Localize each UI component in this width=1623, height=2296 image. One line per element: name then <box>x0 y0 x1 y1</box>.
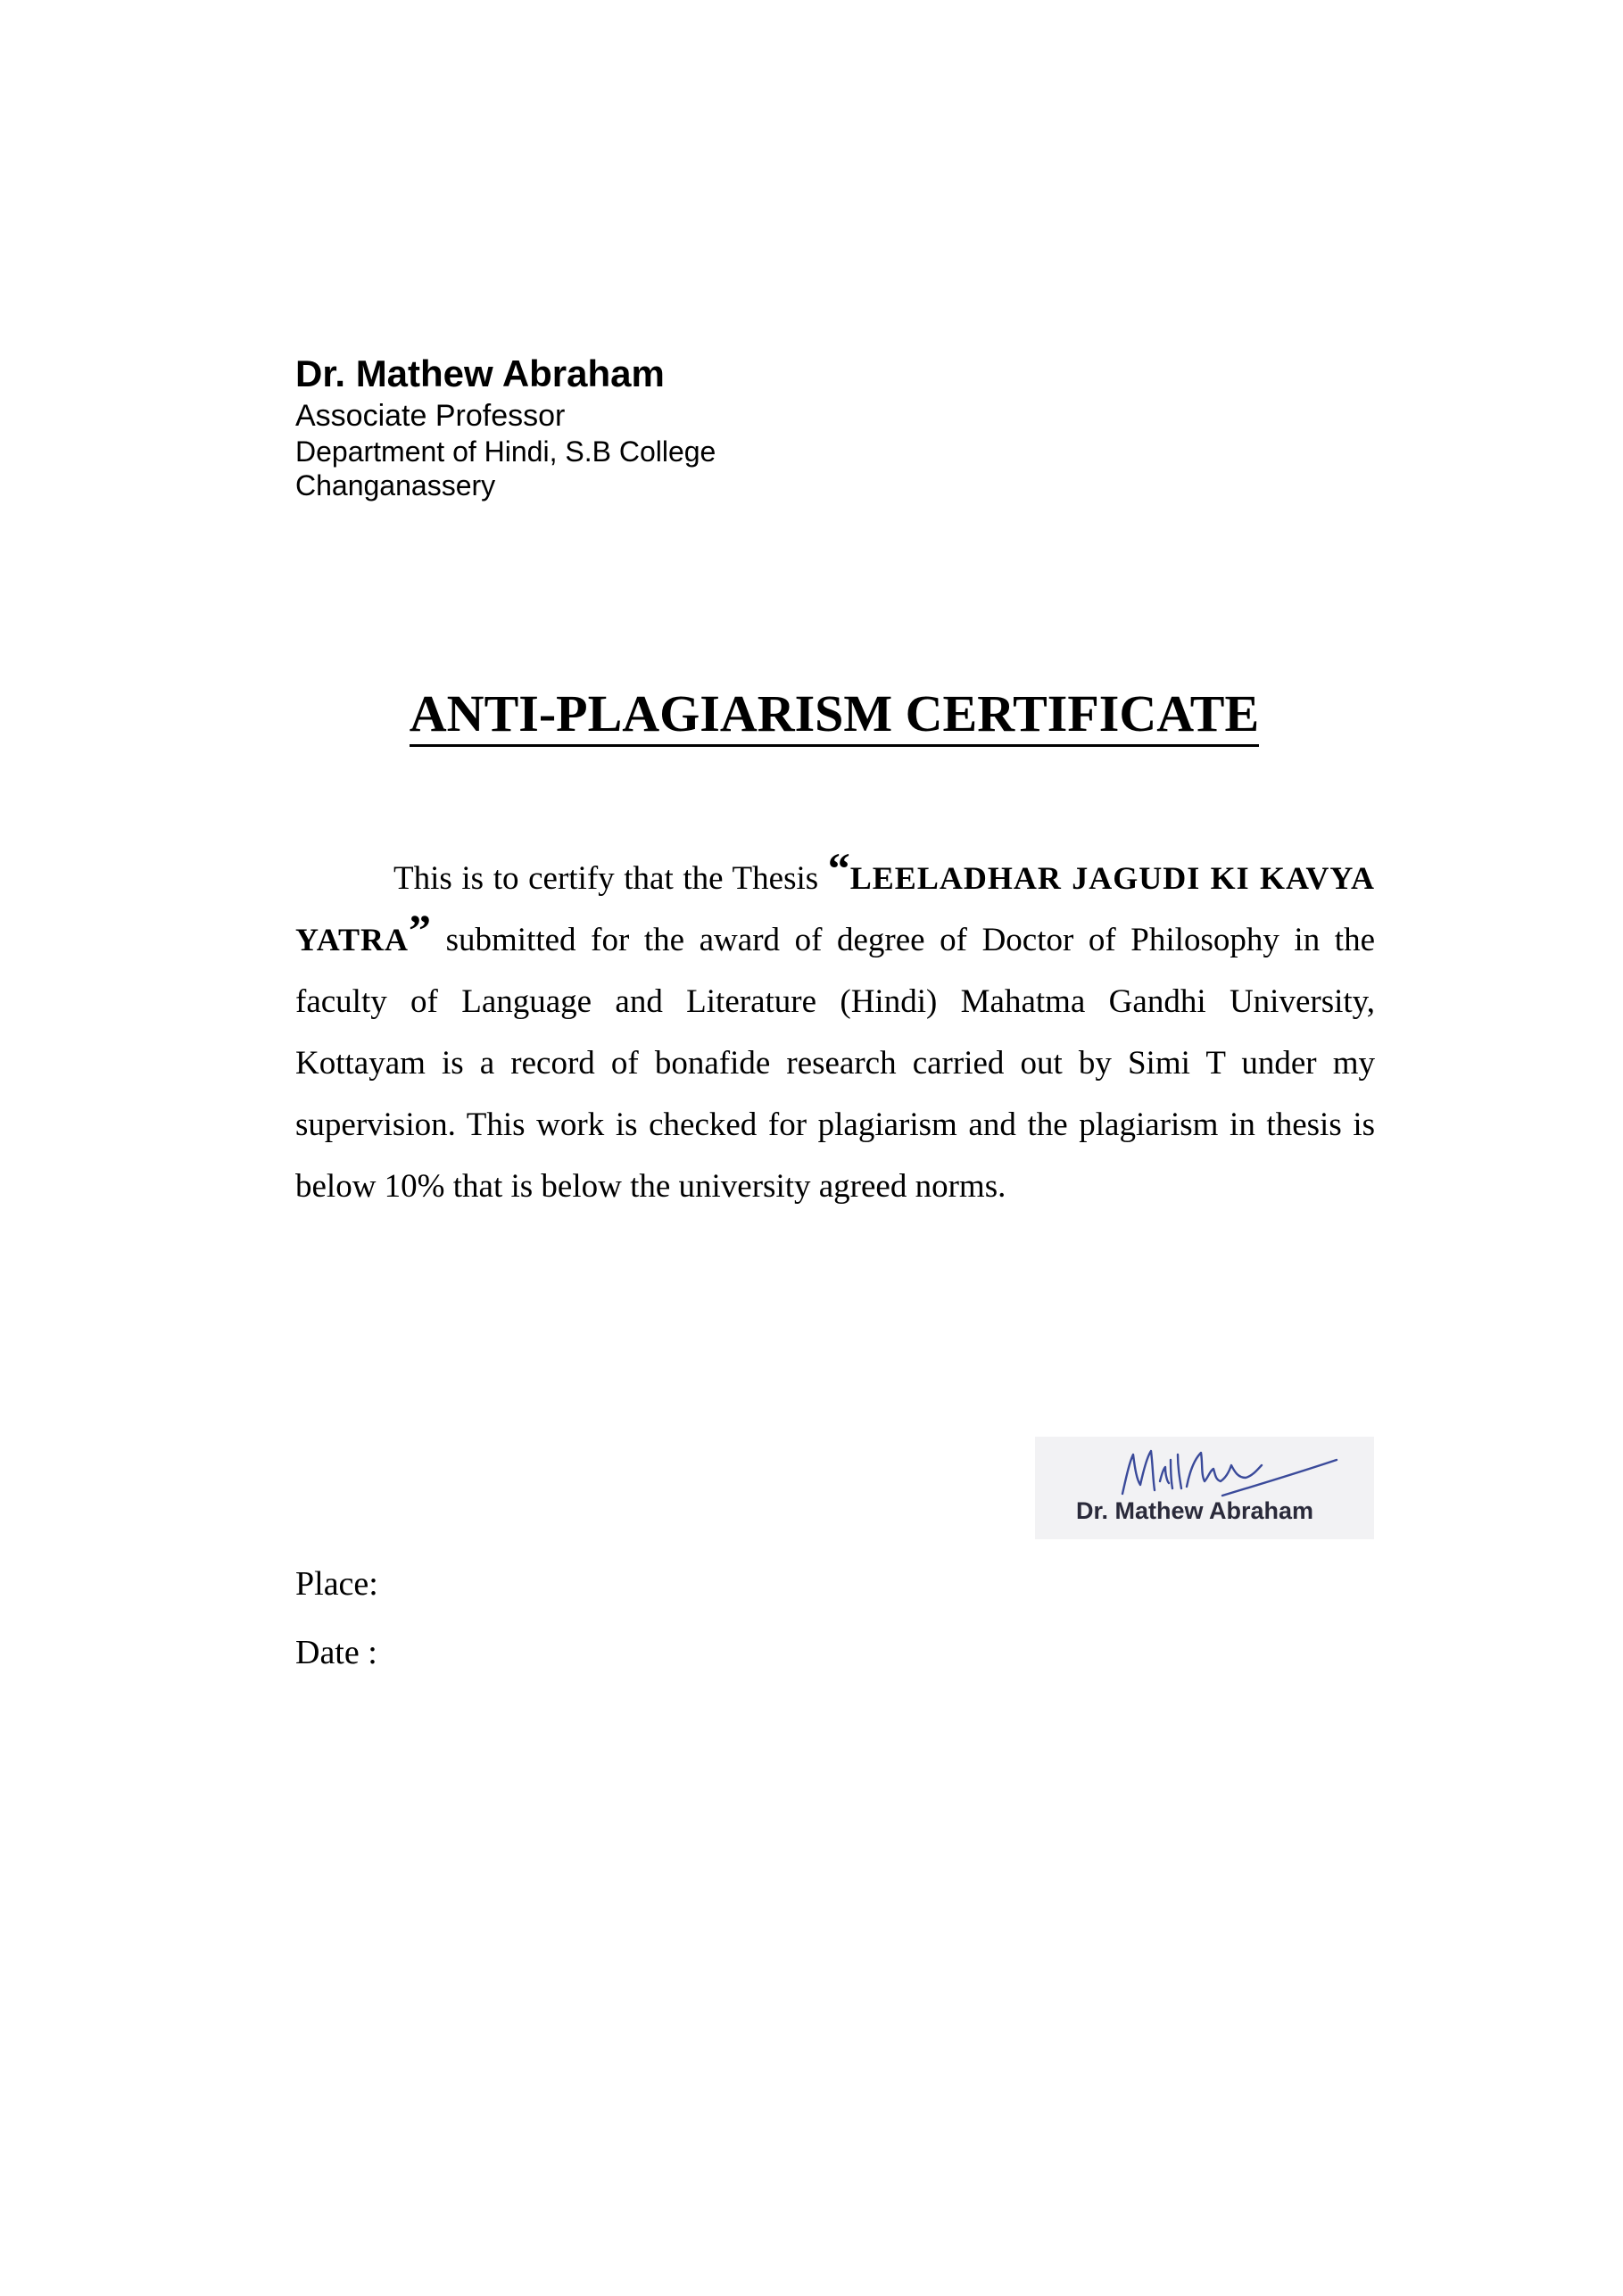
author-department: Department of Hindi, S.B College <box>295 435 716 468</box>
body-intro: This is to certify that the Thesis <box>393 860 828 897</box>
place-label: Place: <box>295 1565 378 1603</box>
signature-stamp <box>1035 1437 1374 1539</box>
open-quote: “ <box>827 843 850 893</box>
certificate-body <box>295 843 1376 1217</box>
signature-stamp-name: Dr. Mathew Abraham <box>1076 1497 1314 1524</box>
author-header <box>295 351 716 502</box>
author-name: Dr. Mathew Abraham <box>295 352 665 394</box>
close-quote: ” <box>409 905 432 955</box>
certificate-title-text: ANTI-PLAGIARISM CERTIFICATE <box>410 684 1259 747</box>
author-city: Changanassery <box>295 469 496 501</box>
signature-icon <box>1115 1442 1347 1504</box>
certificate-title <box>0 683 1623 745</box>
body-text: submitted for the award of degree of Doctor of Philosophy in the faculty of Language and Literature (Hindi) Mahatma Gandhi University, Kottayam is a record of bonafide research carried out by Simi T under my supervision. This work is checked for plagiarism and the plagiarism in thesis is below 10% that is below the university agreed norms. <box>295 922 1375 1205</box>
thesis-title: LEELADHAR JAGUDI KI KAVYA YATRA <box>295 860 1376 957</box>
date-label: Date : <box>295 1634 377 1671</box>
author-designation: Associate Professor <box>295 399 566 433</box>
